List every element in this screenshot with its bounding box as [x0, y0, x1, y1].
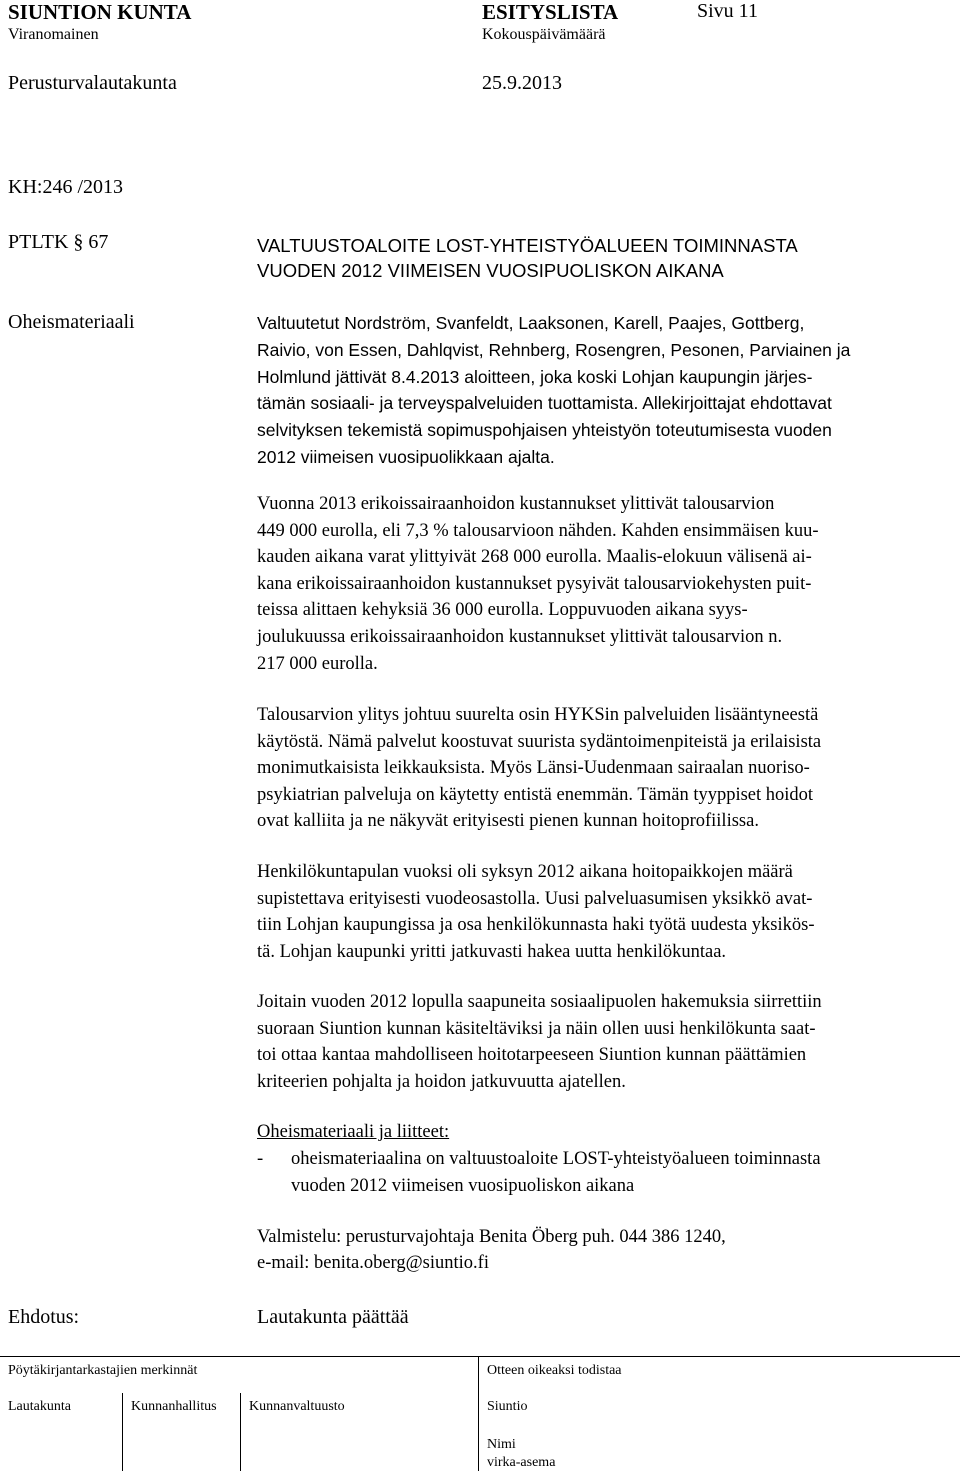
- paragraph-staffing: [257, 859, 957, 965]
- text-line: Holmlund jättivät 8.4.2013 aloitteen, joka koski Lohjan kaupungin järjes-: [257, 366, 813, 387]
- text-line: monimutkaisista leikkauksista. Myös Länsi-Uudenmaan sairaalan nuoriso-: [257, 758, 810, 779]
- title-line: VUODEN 2012 VIIMEISEN VUOSIPUOLISKON AIKANA: [257, 260, 724, 281]
- prepared-by: Valmistelu: perusturvajohtaja Benita Öberg puh. 044 386 1240,: [257, 1227, 726, 1247]
- text-line: Joitain vuoden 2012 lopulla saapuneita sosiaalipuolen hakemuksia siirrettiin: [257, 992, 822, 1012]
- text-line: 449 000 eurolla, eli 7,3 % talousarvioon nähden. Kahden ensimmäisen kuu-: [257, 520, 819, 541]
- paragraph-initiative: [257, 310, 957, 471]
- oheismateriaali-label: Oheismateriaali: [8, 311, 135, 333]
- authority-name: Perusturvalautakunta: [8, 72, 177, 94]
- text-line: teissa alittaen kehyksiä 36 000 eurolla. Loppuvuoden aikana syys-: [257, 600, 748, 621]
- footer-divider: [240, 1393, 241, 1471]
- footer-col-lautakunta: Lautakunta: [8, 1399, 71, 1414]
- meeting-date-label: Kokouspäivämäärä: [482, 26, 606, 43]
- text-line: Raivio, von Essen, Dahlqvist, Rehnberg, Rosengren, Pesonen, Parviainen ja: [257, 339, 851, 360]
- paragraph-overrun: [257, 702, 957, 835]
- decision-text: Lautakunta päättää: [257, 1306, 409, 1328]
- page-number: Sivu 11: [697, 0, 758, 22]
- paragraph-applications: [257, 989, 957, 1095]
- attachment-item: oheismateriaalina on valtuustoaloite LOST-yhteistyöalueen toiminnasta: [291, 1149, 821, 1169]
- text-line: kauden aikana varat ylittyivät 268 000 eurolla. Maalis-elokuun välisenä ai-: [257, 547, 812, 568]
- meeting-date: 25.9.2013: [482, 72, 562, 94]
- paragraph-costs: [257, 491, 957, 677]
- text-line: tiin Lohjan kaupungissa ja osa henkilökunnasta haki työtä uudesta yksikös-: [257, 915, 815, 936]
- text-line: psykiatrian palveluja on käytetty entistä enemmän. Tämän tyyppiset hoidot: [257, 784, 814, 805]
- org-name: SIUNTION KUNTA: [8, 0, 192, 24]
- footer-col-kunnanhallitus: Kunnanhallitus: [131, 1399, 217, 1414]
- list-bullet: -: [257, 1149, 264, 1169]
- doc-type: ESITYSLISTA: [482, 0, 619, 24]
- agenda-title: [257, 233, 957, 283]
- text-line: selvityksen tekemistä sopimuspohjaisen yhteistyön toteutumisesta vuoden: [257, 420, 832, 441]
- text-line: Talousarvion ylitys johtuu suurelta osin HYKSin palveluiden lisääntyneestä: [257, 705, 819, 725]
- text-line: tämän sosiaali- ja terveyspalveluiden tuottamista. Allekirjoittajat ehdottavat: [257, 393, 832, 414]
- text-line: kana erikoissairaanhoidon kustannukset pysyivät talousarviokehysten puit-: [257, 573, 812, 594]
- authority-label: Viranomainen: [8, 26, 99, 43]
- footer-col-kunnanvaltuusto: Kunnanvaltuusto: [249, 1399, 345, 1414]
- footer-divider: [478, 1356, 479, 1471]
- text-line: 2012 viimeisen vuosipuolikkaan ajalta.: [257, 446, 555, 467]
- text-line: supistettava erityisesti vuodeosastolla. Uusi palveluasumisen yksikkö avat-: [257, 888, 813, 909]
- text-line: kriteerien pohjalta ja hoidon jatkuvuutta ajatellen.: [257, 1071, 626, 1092]
- text-line: tä. Lohjan kaupunki yritti jatkuvasti hakea uutta henkilökuntaa.: [257, 941, 727, 962]
- title-line: VALTUUSTOALOITE LOST-YHTEISTYÖALUEEN TOIMINNASTA: [257, 235, 798, 256]
- footer-divider: [122, 1393, 123, 1471]
- footer-title: virka-asema: [487, 1455, 556, 1470]
- footer-reviewers-label: Pöytäkirjantarkastajien merkinnät: [8, 1363, 198, 1378]
- text-line: Valtuutetut Nordström, Svanfeldt, Laaksonen, Karell, Paajes, Gottberg,: [257, 313, 805, 333]
- kh-reference: KH:246 /2013: [8, 176, 123, 198]
- attachments-heading: Oheismateriaali ja liitteet:: [257, 1122, 450, 1142]
- text-line: toi ottaa kantaa mahdolliseen hoitotarpeeseen Siuntion kunnan päättämien: [257, 1045, 807, 1066]
- text-line: joulukuussa erikoissairaanhoidon kustannukset ylittivät talousarvion n.: [257, 626, 783, 647]
- footer-top-rule: [0, 1356, 960, 1357]
- text-line: 217 000 eurolla.: [257, 653, 378, 674]
- text-line: Henkilökuntapulan vuoksi oli syksyn 2012 aikana hoitopaikkojen määrä: [257, 862, 793, 882]
- text-line: Vuonna 2013 erikoissairaanhoidon kustannukset ylittivät talousarvion: [257, 494, 775, 514]
- footer-col-siuntio: Siuntio: [487, 1399, 528, 1414]
- text-line: suoraan Siuntion kunnan käsiteltäviksi ja näin ollen uusi henkilökunta saat-: [257, 1018, 816, 1039]
- text-line: ovat kalliita ja ne näkyvät erityisesti pienen kunnan hoitoprofiilissa.: [257, 811, 759, 832]
- ehdotus-label: Ehdotus:: [8, 1306, 80, 1328]
- text-line: käytöstä. Nämä palvelut koostuvat suurista sydäntoimenpiteistä ja erilaisista: [257, 731, 822, 752]
- attachment-item-cont: vuoden 2012 viimeisen vuosipuoliskon aikana: [291, 1176, 635, 1196]
- footer-certify-label: Otteen oikeaksi todistaa: [487, 1363, 622, 1378]
- ptltk-reference: PTLTK § 67: [8, 231, 109, 253]
- prepared-email: e-mail: benita.oberg@siuntio.fi: [257, 1253, 489, 1273]
- footer-name: Nimi: [487, 1437, 516, 1452]
